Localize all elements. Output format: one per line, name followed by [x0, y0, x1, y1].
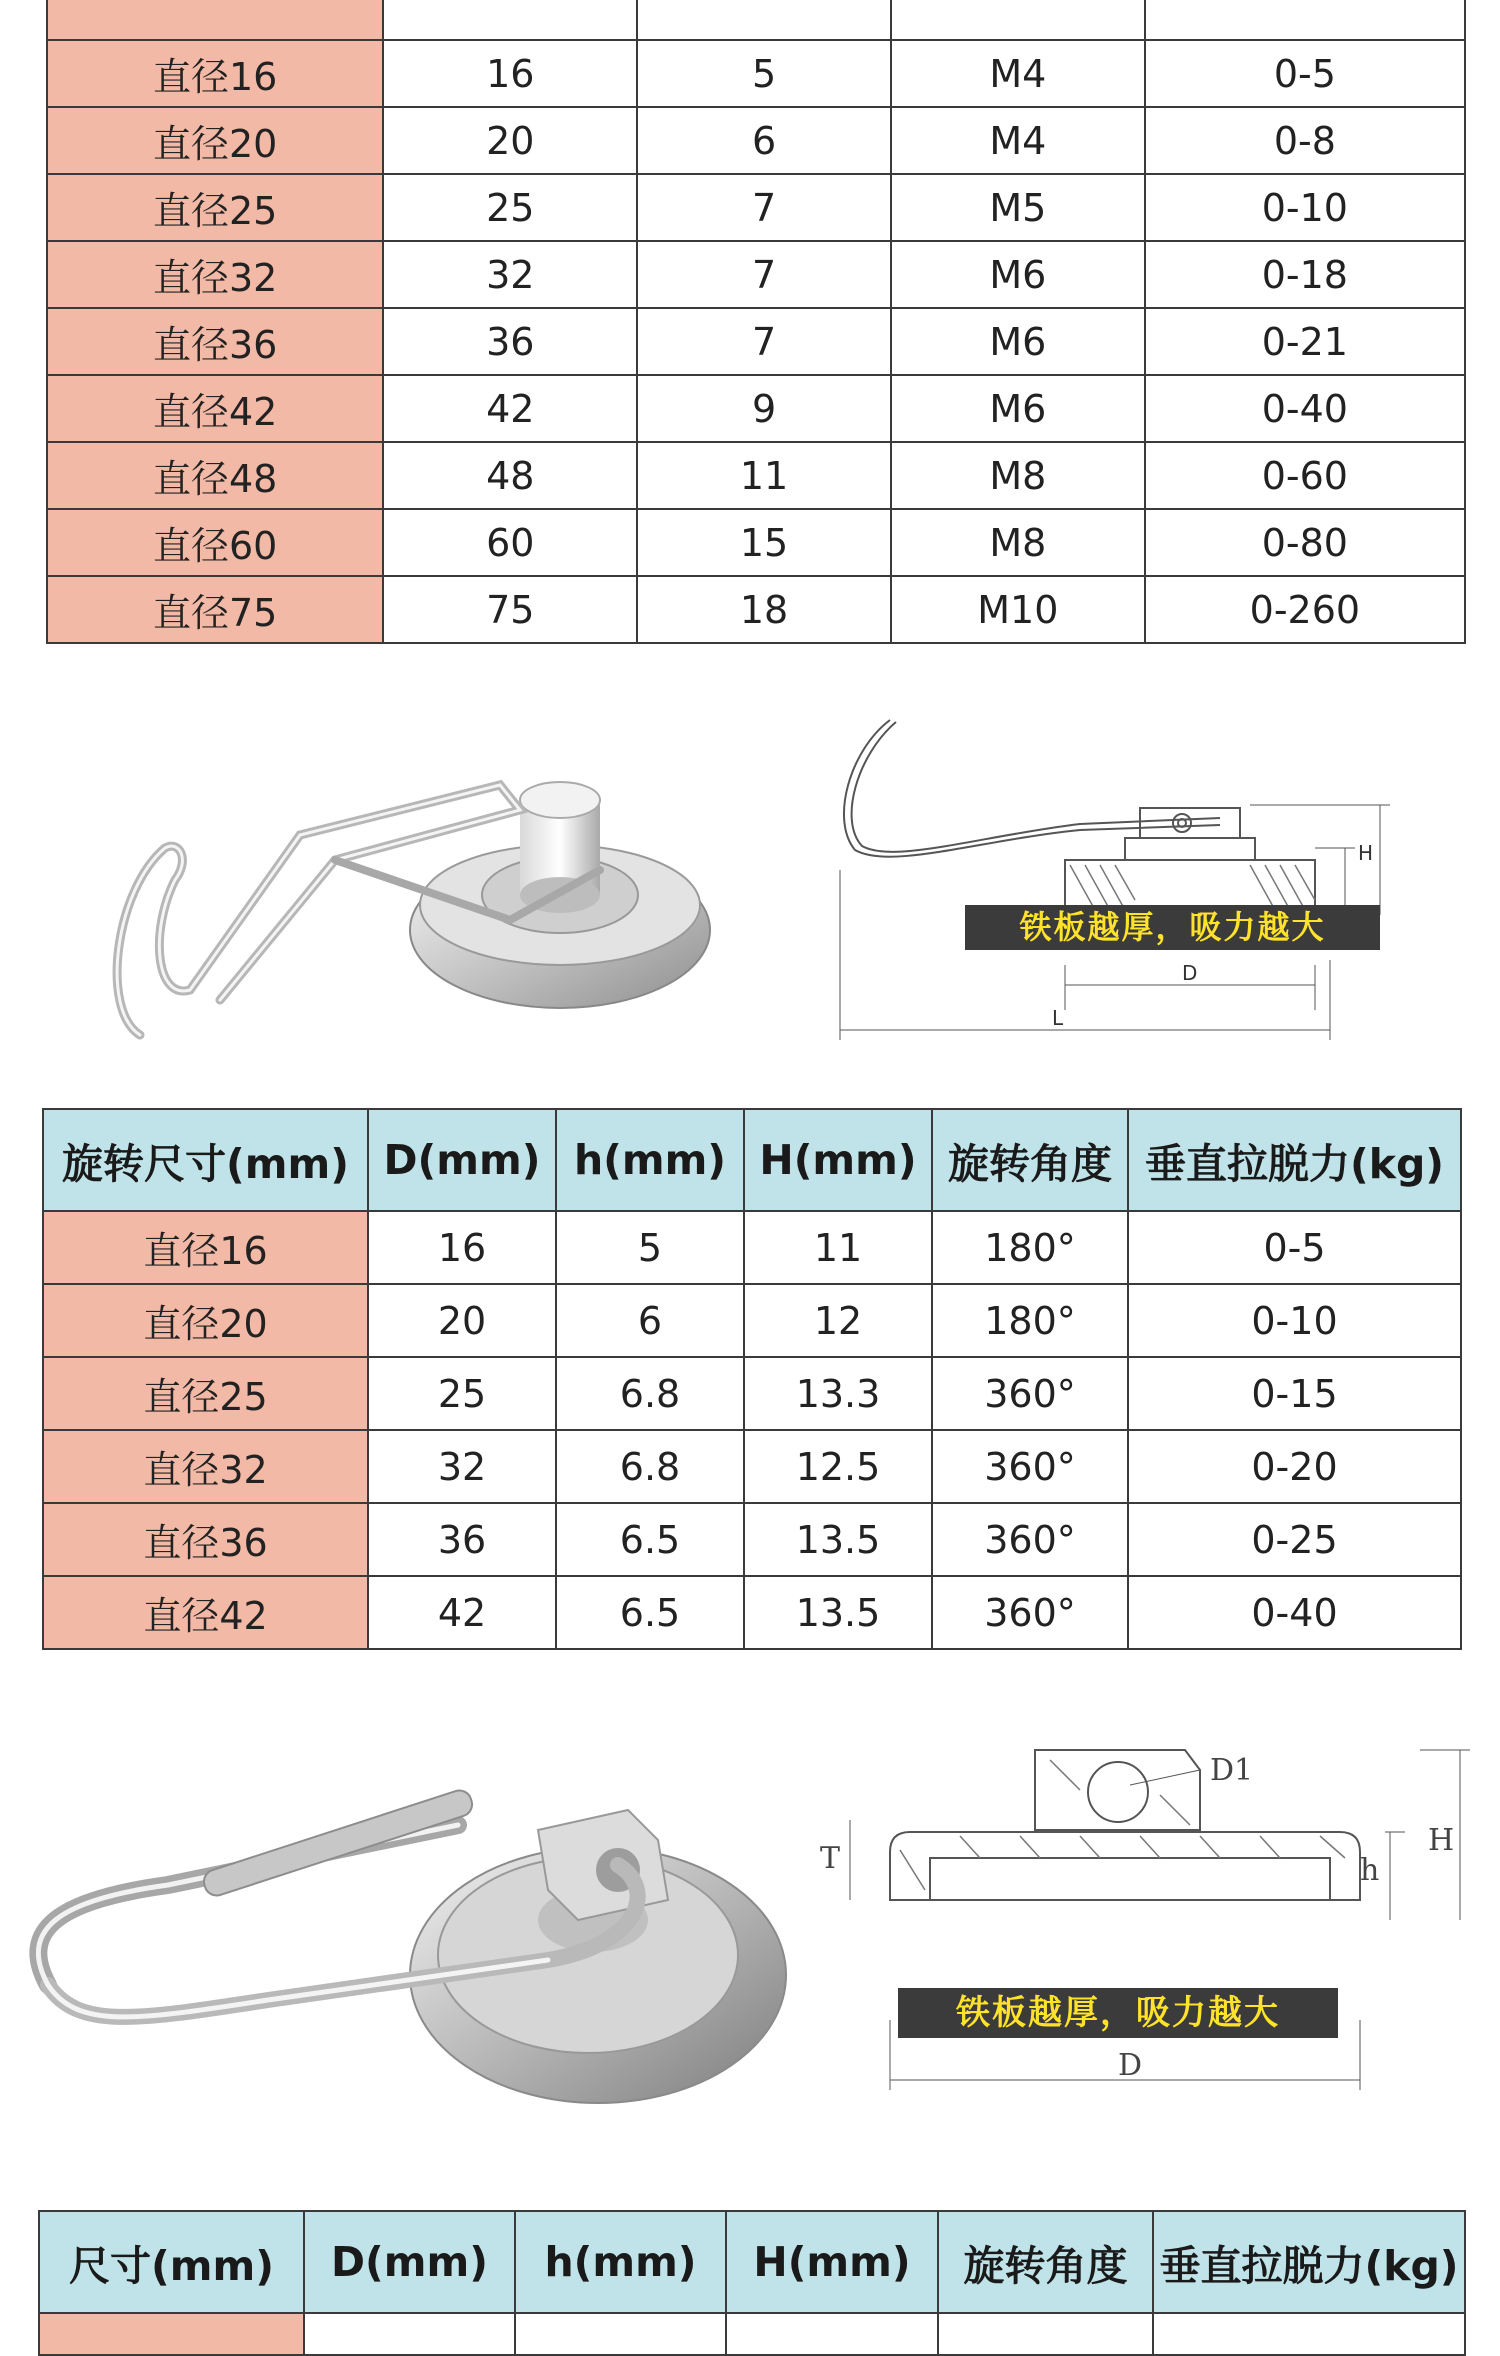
table-cell: 180° [932, 1284, 1128, 1357]
table-cell: 7 [637, 308, 891, 375]
table-cell: 360° [932, 1503, 1128, 1576]
table-cell: 20 [368, 1284, 556, 1357]
magnet-strength-banner-2: 铁板越厚，吸力越大 [898, 1988, 1338, 2038]
table-cell: 6.5 [556, 1503, 744, 1576]
column-header: H(mm) [726, 2211, 938, 2313]
size-name-cell: 直径25 [43, 1357, 368, 1430]
table-cell: 360° [932, 1576, 1128, 1649]
column-header: h(mm) [515, 2211, 726, 2313]
table-row [43, 1430, 1461, 1503]
table-cell: M6 [891, 308, 1145, 375]
table-cell: 11 [637, 442, 891, 509]
table-cell: 9 [637, 375, 891, 442]
table-cell: 36 [368, 1503, 556, 1576]
table-cell: 16 [383, 40, 637, 107]
size-name-cell: 直径16 [43, 1211, 368, 1284]
table-cell: 0-5 [1128, 1211, 1461, 1284]
table-cell: 16 [368, 1211, 556, 1284]
size-name-cell: 直径36 [47, 308, 383, 375]
table-cell: 0-10 [1128, 1284, 1461, 1357]
table-cell: 13.5 [744, 1576, 932, 1649]
table-cell [891, 0, 1145, 40]
table-cell: 42 [368, 1576, 556, 1649]
table-cell: 360° [932, 1357, 1128, 1430]
table-row [47, 375, 1465, 442]
column-header: H(mm) [744, 1109, 932, 1211]
table-row [47, 174, 1465, 241]
size-name-cell: 直径42 [47, 375, 383, 442]
column-header: 旋转尺寸(mm) [43, 1109, 368, 1211]
table-row [47, 40, 1465, 107]
size-name-cell: 直径42 [43, 1576, 368, 1649]
table-cell: 6 [637, 107, 891, 174]
table-cell: 5 [556, 1211, 744, 1284]
table-cell: 7 [637, 241, 891, 308]
size-name-cell: 直径32 [47, 241, 383, 308]
column-header: 旋转角度 [938, 2211, 1153, 2313]
table-cell: 60 [383, 509, 637, 576]
column-header: 垂直拉脱力(kg) [1128, 1109, 1461, 1211]
table-row [47, 0, 1465, 40]
table-row [43, 1503, 1461, 1576]
table-row [43, 1284, 1461, 1357]
carabiner-magnet-drawing [800, 1740, 1480, 2095]
table-row [47, 107, 1465, 174]
table-cell: 13.3 [744, 1357, 932, 1430]
size-name-cell: 直径75 [47, 576, 383, 643]
size-name-cell: 直径48 [47, 442, 383, 509]
table-row [47, 509, 1465, 576]
table-cell: 6.8 [556, 1357, 744, 1430]
dim-label-H: H [1428, 1823, 1455, 1858]
swivel-hook-drawing [830, 700, 1400, 1040]
magnet-strength-banner: 铁板越厚，吸力越大 [965, 905, 1380, 950]
size-name-cell: 直径20 [47, 107, 383, 174]
size-name-cell [47, 0, 383, 40]
table-cell: 15 [637, 509, 891, 576]
spec-table-carabiner [38, 2210, 1466, 2356]
table-cell: 0-40 [1145, 375, 1465, 442]
table-cell: 5 [637, 40, 891, 107]
table-cell: M10 [891, 576, 1145, 643]
column-header: 旋转角度 [932, 1109, 1128, 1211]
table-cell: 0-60 [1145, 442, 1465, 509]
table-cell: M8 [891, 509, 1145, 576]
table-cell: 25 [383, 174, 637, 241]
table-cell: M6 [891, 375, 1145, 442]
table-cell: 0-80 [1145, 509, 1465, 576]
size-name-cell: 直径36 [43, 1503, 368, 1576]
dim-label-D1: D1 [1210, 1753, 1254, 1788]
dim-label-D: D [1182, 961, 1198, 985]
size-name-cell: 直径60 [47, 509, 383, 576]
table-cell: 0-20 [1128, 1430, 1461, 1503]
table-row [47, 241, 1465, 308]
column-header: D(mm) [368, 1109, 556, 1211]
table-cell: 20 [383, 107, 637, 174]
dim-label-D: D [1118, 2048, 1143, 2083]
table-cell: M6 [891, 241, 1145, 308]
table-cell: 0-260 [1145, 576, 1465, 643]
table-cell: 25 [368, 1357, 556, 1430]
spec-table-swivel [42, 1108, 1462, 1650]
table-cell: M5 [891, 174, 1145, 241]
table-cell: M4 [891, 40, 1145, 107]
size-name-cell: 直径20 [43, 1284, 368, 1357]
table-cell: 0-21 [1145, 308, 1465, 375]
table-cell: 6.5 [556, 1576, 744, 1649]
dim-label-H: H [1358, 841, 1374, 865]
table-cell: M8 [891, 442, 1145, 509]
table-cell: 32 [368, 1430, 556, 1503]
dim-label-T: T [820, 1841, 841, 1876]
carabiner-magnet-photo [18, 1770, 808, 2115]
table-cell: M4 [891, 107, 1145, 174]
spec-table-hook [46, 0, 1466, 644]
size-name-cell: 直径25 [47, 174, 383, 241]
table-row [47, 308, 1465, 375]
table-row [43, 1576, 1461, 1649]
table-row [47, 576, 1465, 643]
table-cell: 0-18 [1145, 241, 1465, 308]
table-cell: 0-40 [1128, 1576, 1461, 1649]
table-cell: 42 [383, 375, 637, 442]
dim-label-L: L [1052, 1006, 1064, 1030]
table-cell: 0-5 [1145, 40, 1465, 107]
table-cell: 7 [637, 174, 891, 241]
table-cell: 13.5 [744, 1503, 932, 1576]
table-cell [383, 0, 637, 40]
table-row [43, 1211, 1461, 1284]
table-cell: 48 [383, 442, 637, 509]
table-cell [1145, 0, 1465, 40]
column-header: h(mm) [556, 1109, 744, 1211]
table-cell: 0-8 [1145, 107, 1465, 174]
table-cell: 36 [383, 308, 637, 375]
table-cell: 0-15 [1128, 1357, 1461, 1430]
column-header: 垂直拉脱力(kg) [1153, 2211, 1465, 2313]
column-header: 尺寸(mm) [39, 2211, 304, 2313]
table-cell: 180° [932, 1211, 1128, 1284]
table-cell [637, 0, 891, 40]
dim-label-h: h [1360, 1853, 1380, 1888]
table-cell: 0-10 [1145, 174, 1465, 241]
table-cell: 12 [744, 1284, 932, 1357]
column-header: D(mm) [304, 2211, 515, 2313]
swivel-hook-photo [80, 740, 740, 1060]
table-row [47, 442, 1465, 509]
table-cell: 360° [932, 1430, 1128, 1503]
table-cell: 6.8 [556, 1430, 744, 1503]
table-cell: 32 [383, 241, 637, 308]
table-cell: 11 [744, 1211, 932, 1284]
table-cell: 0-25 [1128, 1503, 1461, 1576]
table-cell: 12.5 [744, 1430, 932, 1503]
table-cell: 75 [383, 576, 637, 643]
size-name-cell: 直径16 [47, 40, 383, 107]
size-name-cell: 直径32 [43, 1430, 368, 1503]
table-cell: 18 [637, 576, 891, 643]
table-row [39, 2313, 1465, 2355]
table-cell: 6 [556, 1284, 744, 1357]
table-row [43, 1357, 1461, 1430]
